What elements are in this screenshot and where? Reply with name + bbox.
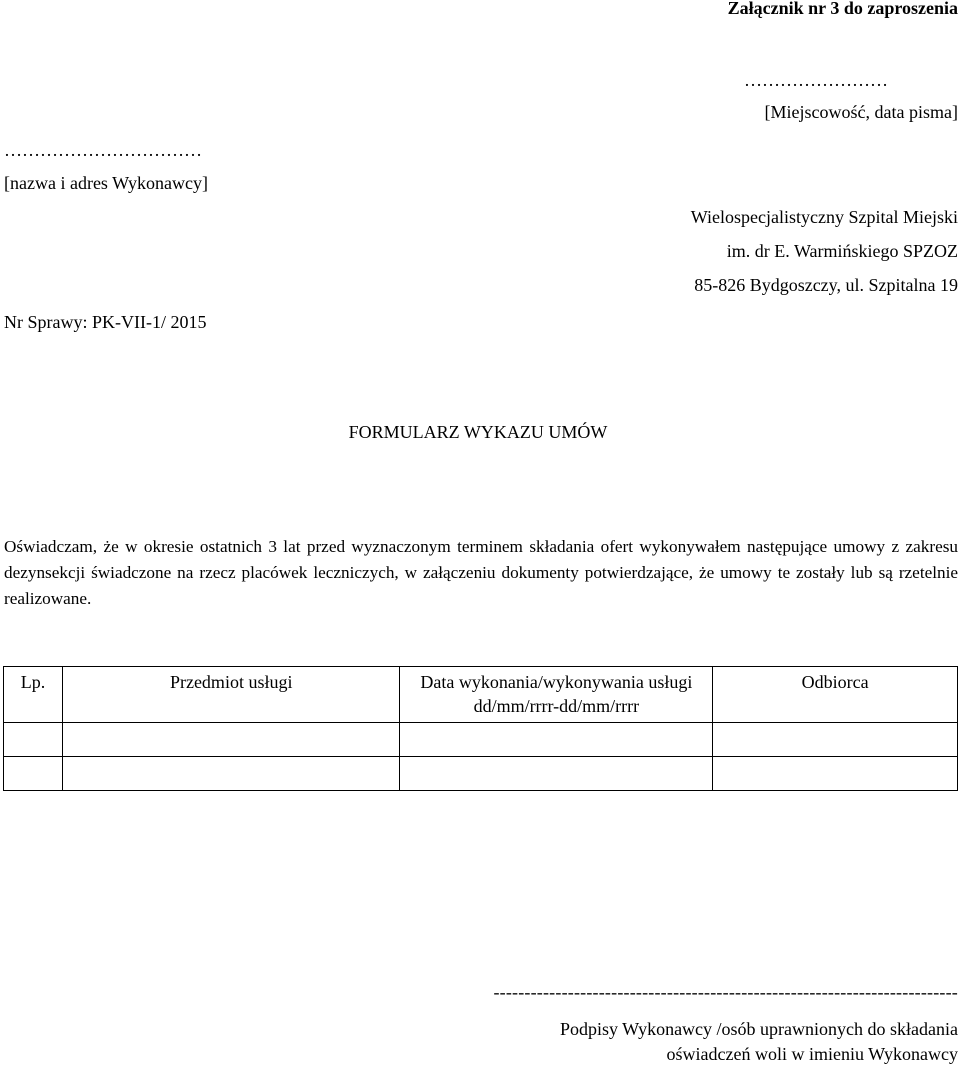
header-subject: Przedmiot usługi: [62, 667, 400, 723]
table-row: [4, 757, 958, 791]
contractor-label: [nazwa i adres Wykonawcy]: [4, 173, 208, 193]
header-date: [400, 667, 713, 723]
row-date-cell[interactable]: [400, 757, 713, 791]
header-date-line1: Data wykonania/wykonywania usługi: [420, 672, 693, 692]
contractor-dots: ……………………………: [4, 140, 202, 160]
recipient-line1: Wielospecjalistyczny Szpital Miejski: [690, 207, 958, 227]
row-recipient-cell[interactable]: [713, 757, 958, 791]
signature-line: ---------------------------------------------------------------------------: [493, 982, 958, 1002]
row-recipient-cell[interactable]: [713, 723, 958, 757]
attachment-label: Załącznik nr 3 do zaproszenia: [727, 0, 958, 18]
row-lp-cell[interactable]: [4, 757, 63, 791]
statement-text: Oświadczam, że w okresie ostatnich 3 lat przed wyznaczonym terminem składania ofert wykonywałem następujące umowy z zakresu dezynsekcji świadczone na rzecz placówek leczniczych, w załączeniu dokumenty potwierdzające, że umowy te zostały lub są rzetelnie realizowane.: [4, 537, 958, 608]
place-date-dots: ……………………: [744, 70, 888, 90]
row-date-cell[interactable]: [400, 723, 713, 757]
contracts-table: [3, 666, 958, 791]
table-row: [4, 723, 958, 757]
case-number: Nr Sprawy: PK-VII-1/ 2015: [4, 312, 207, 332]
header-lp: Lp.: [4, 667, 63, 723]
recipient-line2: im. dr E. Warmińskiego SPZOZ: [726, 241, 958, 261]
header-recipient: Odbiorca: [713, 667, 958, 723]
signature-caption-2: oświadczeń woli w imieniu Wykonawcy: [666, 1044, 958, 1064]
signature-caption-1: Podpisy Wykonawcy /osób uprawnionych do składania: [559, 1019, 958, 1039]
header-date-line2: dd/mm/rrrr-dd/mm/rrrr: [473, 696, 640, 716]
table-header-row: [4, 667, 958, 723]
row-lp-cell[interactable]: [4, 723, 63, 757]
form-title: FORMULARZ WYKAZU UMÓW: [348, 422, 608, 442]
place-date-label: [Miejscowość, data pisma]: [764, 102, 958, 122]
recipient-line3: 85-826 Bydgoszczy, ul. Szpitalna 19: [694, 275, 958, 295]
row-subject-cell[interactable]: [62, 723, 400, 757]
row-subject-cell[interactable]: [62, 757, 400, 791]
